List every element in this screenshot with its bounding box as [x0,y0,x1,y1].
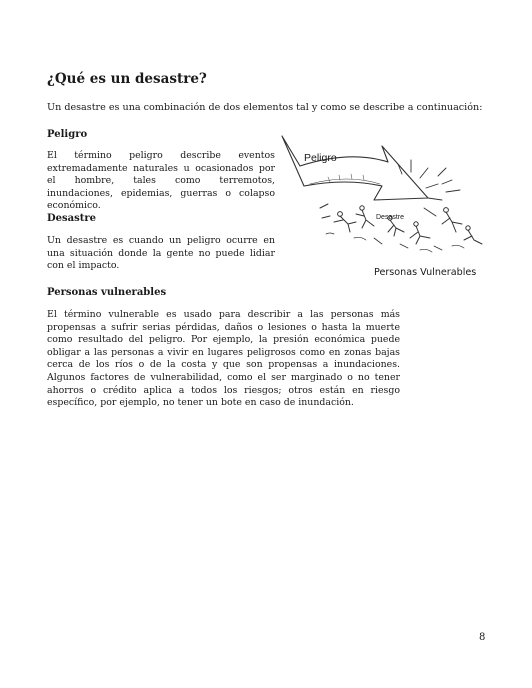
arrow-label-peligro: Peligro [304,152,337,164]
disaster-illustration [270,128,490,263]
hazard-arrow-icon [282,136,428,200]
intro-paragraph: Un desastre es una combinación de dos elementos tal y como se describe a continuación: [47,102,483,113]
figure-caption: Personas Vulnerables [374,267,477,278]
page-number: 8 [479,632,486,643]
heading-personas-vulnerables: Personas vulnerables [47,287,167,298]
page-title: ¿Qué es un desastre? [47,71,207,87]
paragraph-desastre: Un desastre es cuando un peligro ocurre en una situación donde la gente no puede lidiar con el impacto. [47,235,275,272]
heading-desastre: Desastre [47,213,97,224]
impact-label-desastre: Desastre [376,214,405,221]
people-figures-icon [320,204,482,250]
impact-lines-icon [398,160,460,216]
heading-peligro: Peligro [47,129,88,140]
paragraph-personas-vulnerables: El término vulnerable es usado para describir a las personas más propensas a sufrir serias pérdidas, daños o lesiones o hasta la muerte como resultado del peligro. Por ejemplo, la presión económica puede obligar a las personas a vivir en lugares peligrosos como en zonas bajas cerca de los ríos o de la costa y que son propensas a inundaciones. Algunos factores de vulnerabilidad, como el ser marginado o no tener ahorros o crédito aplica a todos los riesgos; otros están en riesgo específico, por ejemplo, no tener un bote en caso de inundación. [47,309,400,409]
paragraph-peligro: El término peligro describe eventos extremadamente naturales u ocasionados por el hombre, tales como terremotos, inundaciones, epidemias, guerras o colapso económico. [47,150,275,212]
